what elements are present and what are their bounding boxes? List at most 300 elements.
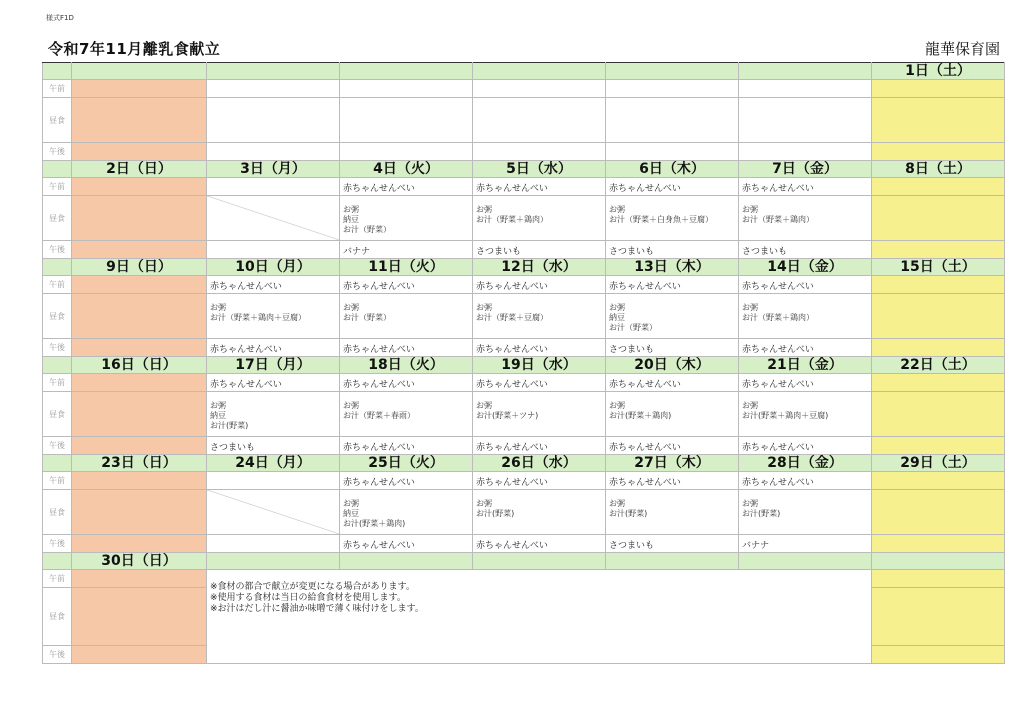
- date-label: [473, 553, 606, 570]
- date-label: 5日（水）: [473, 161, 606, 178]
- date-label: 6日（木）: [606, 161, 739, 178]
- snack-cell: [739, 437, 872, 455]
- row-label-pm: 午後: [43, 339, 72, 357]
- snack-cell: [739, 178, 872, 196]
- snack-item: 赤ちゃんせんべい: [476, 345, 548, 355]
- menu-item: お汁(野菜＋鶏肉): [343, 519, 406, 528]
- snack-item: [72, 535, 206, 538]
- note-line: ※お汁はだし汁に醤油か味噌で薄く味付けをします。: [210, 604, 424, 614]
- date-label: 26日（水）: [473, 455, 606, 472]
- snack-cell: [473, 80, 606, 98]
- menu-item: お汁（野菜）: [343, 313, 391, 322]
- menu-item: お汁（野菜＋鶏肉＋豆腐）: [210, 313, 306, 322]
- menu-item: お粥: [476, 401, 492, 410]
- snack-item: [473, 80, 605, 83]
- snack-cell: [739, 472, 872, 490]
- lunch-cell: [72, 392, 207, 437]
- snack-cell: [72, 339, 207, 357]
- snack-cell: [473, 437, 606, 455]
- snack-cell: [606, 143, 739, 161]
- lunch-menu: [739, 392, 871, 421]
- lunch-menu: [340, 294, 472, 323]
- am-row: [43, 80, 1005, 98]
- lunch-cell: [739, 294, 872, 339]
- lunch-row: [43, 98, 1005, 143]
- week-header-row: [43, 357, 1005, 374]
- am-row: [43, 472, 1005, 490]
- header-corner: [43, 553, 72, 570]
- row-label-am: 午前: [43, 374, 72, 392]
- row-label-am: 午前: [43, 276, 72, 294]
- lunch-menu: [606, 196, 738, 225]
- menu-item: お粥: [609, 499, 625, 508]
- am-row: [43, 570, 1005, 588]
- lunch-cell: [606, 294, 739, 339]
- menu-item: お粥: [476, 205, 492, 214]
- date-label: 10日（月）: [207, 259, 340, 276]
- menu-item: お粥: [210, 303, 226, 312]
- snack-item: 赤ちゃんせんべい: [476, 478, 548, 488]
- row-label-pm: 午後: [43, 241, 72, 259]
- snack-cell: [207, 339, 340, 357]
- lunch-menu: [340, 490, 472, 529]
- snack-item: さつまいも: [742, 247, 788, 257]
- snack-item: 赤ちゃんせんべい: [609, 184, 681, 194]
- snack-item: [207, 535, 339, 538]
- snack-cell: [606, 437, 739, 455]
- sunday-cell: [72, 646, 207, 664]
- lunch-menu: [72, 490, 206, 499]
- menu-item: お粥: [742, 303, 758, 312]
- date-label: 16日（日）: [72, 357, 207, 374]
- snack-item: [207, 241, 339, 244]
- date-label: 22日（土）: [872, 357, 1005, 374]
- date-label: 23日（日）: [72, 455, 207, 472]
- snack-cell: [207, 80, 340, 98]
- date-label: 4日（火）: [340, 161, 473, 178]
- snack-item: 赤ちゃんせんべい: [343, 380, 415, 390]
- lunch-cell: [207, 294, 340, 339]
- snack-item: [739, 143, 871, 146]
- date-label: 25日（火）: [340, 455, 473, 472]
- lunch-menu: [872, 98, 1004, 107]
- snack-cell: [473, 472, 606, 490]
- snack-item: さつまいも: [210, 443, 256, 453]
- saturday-cell: [872, 570, 1005, 588]
- date-label: 8日（土）: [872, 161, 1005, 178]
- date-label: [872, 553, 1005, 570]
- date-label: 3日（月）: [207, 161, 340, 178]
- snack-item: 赤ちゃんせんべい: [742, 443, 814, 453]
- date-label: 2日（日）: [72, 161, 207, 178]
- snack-cell: [473, 276, 606, 294]
- snack-item: 赤ちゃんせんべい: [343, 282, 415, 292]
- date-label: [207, 63, 340, 80]
- snack-item: [72, 437, 206, 440]
- date-label: [340, 63, 473, 80]
- menu-item: 納豆: [343, 509, 359, 518]
- row-label-lunch: 昼食: [43, 294, 72, 339]
- snack-cell: [72, 535, 207, 553]
- header-corner: [43, 357, 72, 374]
- sunday-cell: [72, 588, 207, 646]
- date-label: 28日（金）: [739, 455, 872, 472]
- lunch-cell: [72, 294, 207, 339]
- menu-item: 納豆: [210, 411, 226, 420]
- snack-item: 赤ちゃんせんべい: [343, 541, 415, 551]
- menu-item: お粥: [476, 303, 492, 312]
- lunch-cell: [340, 490, 473, 535]
- snack-cell: [473, 339, 606, 357]
- lunch-cell: [739, 490, 872, 535]
- snack-cell: [207, 437, 340, 455]
- snack-item: [207, 178, 339, 181]
- lunch-menu: [207, 294, 339, 323]
- lunch-menu: [606, 98, 738, 107]
- header-corner: [43, 259, 72, 276]
- snack-cell: [872, 276, 1005, 294]
- snack-cell: [473, 535, 606, 553]
- snack-item: 赤ちゃんせんべい: [343, 345, 415, 355]
- menu-item: お汁（野菜＋鶏肉）: [742, 215, 814, 224]
- snack-cell: [340, 374, 473, 392]
- snack-item: [872, 472, 1004, 475]
- snack-item: 赤ちゃんせんべい: [476, 380, 548, 390]
- snack-item: [872, 241, 1004, 244]
- lunch-cell: [872, 490, 1005, 535]
- menu-item: お粥: [609, 205, 625, 214]
- menu-item: 納豆: [343, 215, 359, 224]
- menu-item: お粥: [742, 205, 758, 214]
- date-label: 12日（水）: [473, 259, 606, 276]
- snack-item: さつまいも: [609, 541, 655, 551]
- snack-cell: [872, 339, 1005, 357]
- lunch-cell: [72, 196, 207, 241]
- menu-item: お汁（野菜＋春雨）: [343, 411, 415, 420]
- snack-cell: [473, 178, 606, 196]
- menu-item: お粥: [343, 499, 359, 508]
- snack-cell: [872, 143, 1005, 161]
- header-corner: [43, 161, 72, 178]
- snack-cell: [207, 276, 340, 294]
- lunch-cell: [872, 196, 1005, 241]
- date-label: 1日（土）: [872, 63, 1005, 80]
- lunch-menu: [739, 490, 871, 519]
- date-label: 19日（水）: [473, 357, 606, 374]
- lunch-menu: [872, 196, 1004, 205]
- row-label-lunch: 昼食: [43, 588, 72, 646]
- snack-cell: [606, 276, 739, 294]
- snack-item: [872, 437, 1004, 440]
- snack-cell: [606, 241, 739, 259]
- snack-item: [606, 143, 738, 146]
- menu-item: お汁（野菜）: [343, 225, 391, 234]
- menu-calendar: [42, 62, 1005, 664]
- lunch-menu: [72, 392, 206, 401]
- pm-row: [43, 437, 1005, 455]
- lunch-menu: [207, 196, 339, 205]
- snack-cell: [473, 374, 606, 392]
- pm-row: [43, 535, 1005, 553]
- snack-cell: [872, 437, 1005, 455]
- snack-cell: [739, 276, 872, 294]
- lunch-row: [43, 196, 1005, 241]
- lunch-menu: [207, 490, 339, 499]
- snack-item: [872, 80, 1004, 83]
- lunch-menu: [739, 98, 871, 107]
- row-label-pm: 午後: [43, 535, 72, 553]
- menu-item: お粥: [742, 401, 758, 410]
- snack-item: バナナ: [343, 247, 371, 257]
- snack-cell: [340, 143, 473, 161]
- snack-cell: [72, 80, 207, 98]
- snack-item: さつまいも: [476, 247, 522, 257]
- pm-row: [43, 241, 1005, 259]
- snack-item: 赤ちゃんせんべい: [210, 380, 282, 390]
- organization-name: 龍華保育園: [924, 40, 1000, 58]
- notes-box: [207, 570, 872, 664]
- snack-item: 赤ちゃんせんべい: [476, 541, 548, 551]
- snack-item: [72, 374, 206, 377]
- date-label: 18日（火）: [340, 357, 473, 374]
- snack-item: 赤ちゃんせんべい: [609, 443, 681, 453]
- menu-item: お汁(野菜): [609, 509, 648, 518]
- week-header-row: [43, 553, 1005, 570]
- snack-cell: [207, 472, 340, 490]
- note-line: ※食材の都合で献立が変更になる場合があります。: [210, 582, 415, 592]
- menu-item: お粥: [343, 401, 359, 410]
- date-label: 24日（月）: [207, 455, 340, 472]
- lunch-cell: [340, 98, 473, 143]
- snack-cell: [739, 374, 872, 392]
- row-label-am: 午前: [43, 80, 72, 98]
- snack-item: [872, 535, 1004, 538]
- snack-item: [340, 80, 472, 83]
- snack-cell: [739, 535, 872, 553]
- lunch-menu: [473, 294, 605, 323]
- row-label-pm: 午後: [43, 437, 72, 455]
- menu-item: お粥: [742, 499, 758, 508]
- lunch-menu: [207, 392, 339, 431]
- lunch-cell: [739, 392, 872, 437]
- header-corner: [43, 455, 72, 472]
- menu-item: お汁（野菜＋鶏肉）: [476, 215, 548, 224]
- date-label: [739, 553, 872, 570]
- lunch-cell: [72, 98, 207, 143]
- snack-item: [340, 143, 472, 146]
- snack-cell: [473, 241, 606, 259]
- am-row: [43, 374, 1005, 392]
- am-row: [43, 276, 1005, 294]
- date-label: 30日（日）: [72, 553, 207, 570]
- date-label: [473, 63, 606, 80]
- date-label: 17日（月）: [207, 357, 340, 374]
- snack-cell: [207, 143, 340, 161]
- date-label: [207, 553, 340, 570]
- snack-cell: [340, 178, 473, 196]
- lunch-cell: [872, 294, 1005, 339]
- snack-cell: [606, 178, 739, 196]
- pm-row: [43, 339, 1005, 357]
- lunch-cell: [207, 196, 340, 241]
- row-label-am: 午前: [43, 472, 72, 490]
- calendar-body: [43, 63, 1005, 664]
- snack-cell: [207, 178, 340, 196]
- snack-item: 赤ちゃんせんべい: [210, 345, 282, 355]
- lunch-cell: [207, 490, 340, 535]
- snack-item: [872, 143, 1004, 146]
- date-label: 14日（金）: [739, 259, 872, 276]
- snack-cell: [872, 374, 1005, 392]
- lunch-menu: [340, 196, 472, 235]
- menu-item: お汁(野菜＋ツナ): [476, 411, 539, 420]
- menu-item: お粥: [343, 205, 359, 214]
- lunch-menu: [207, 98, 339, 107]
- lunch-row: [43, 490, 1005, 535]
- lunch-cell: [207, 98, 340, 143]
- snack-cell: [872, 472, 1005, 490]
- menu-item: お粥: [210, 401, 226, 410]
- snack-item: 赤ちゃんせんべい: [609, 478, 681, 488]
- menu-item: お汁(野菜＋鶏肉): [609, 411, 672, 420]
- snack-cell: [606, 80, 739, 98]
- date-label: [739, 63, 872, 80]
- row-label-am: 午前: [43, 570, 72, 588]
- page-title: 令和7年11月離乳食献立: [48, 40, 221, 58]
- snack-cell: [72, 437, 207, 455]
- header-corner: [43, 63, 72, 80]
- lunch-cell: [606, 392, 739, 437]
- date-label: 20日（木）: [606, 357, 739, 374]
- lunch-cell: [872, 98, 1005, 143]
- snack-item: [739, 80, 871, 83]
- date-label: [606, 63, 739, 80]
- lunch-menu: [606, 392, 738, 421]
- menu-item: お汁(野菜): [476, 509, 515, 518]
- snack-item: 赤ちゃんせんべい: [609, 380, 681, 390]
- menu-item: お汁（野菜＋白身魚＋豆腐）: [609, 215, 713, 224]
- snack-item: さつまいも: [609, 247, 655, 257]
- snack-cell: [739, 339, 872, 357]
- snack-cell: [739, 80, 872, 98]
- date-label: 27日（木）: [606, 455, 739, 472]
- am-row: [43, 178, 1005, 196]
- snack-item: [207, 472, 339, 475]
- snack-item: [473, 143, 605, 146]
- lunch-cell: [606, 196, 739, 241]
- row-label-lunch: 昼食: [43, 98, 72, 143]
- date-label: [606, 553, 739, 570]
- snack-item: [72, 339, 206, 342]
- snack-cell: [872, 535, 1005, 553]
- snack-item: [207, 80, 339, 83]
- snack-item: [72, 276, 206, 279]
- snack-cell: [72, 472, 207, 490]
- date-label: 15日（土）: [872, 259, 1005, 276]
- lunch-cell: [872, 392, 1005, 437]
- snack-cell: [340, 276, 473, 294]
- row-label-am: 午前: [43, 178, 72, 196]
- lunch-cell: [739, 98, 872, 143]
- snack-item: [872, 374, 1004, 377]
- lunch-cell: [473, 490, 606, 535]
- snack-cell: [72, 178, 207, 196]
- snack-cell: [739, 241, 872, 259]
- lunch-cell: [340, 294, 473, 339]
- menu-item: お汁(野菜): [210, 421, 249, 430]
- lunch-menu: [473, 392, 605, 421]
- week-header-row: [43, 63, 1005, 80]
- snack-cell: [606, 339, 739, 357]
- snack-item: [72, 178, 206, 181]
- date-label: 7日（金）: [739, 161, 872, 178]
- lunch-menu: [340, 392, 472, 421]
- lunch-menu: [606, 490, 738, 519]
- week-header-row: [43, 259, 1005, 276]
- lunch-row: [43, 294, 1005, 339]
- snack-cell: [72, 276, 207, 294]
- date-label: [72, 63, 207, 80]
- snack-cell: [207, 374, 340, 392]
- snack-item: [872, 276, 1004, 279]
- snack-item: [72, 80, 206, 83]
- lunch-menu: [739, 196, 871, 225]
- snack-item: 赤ちゃんせんべい: [343, 184, 415, 194]
- saturday-cell: [872, 588, 1005, 646]
- snack-item: [72, 472, 206, 475]
- snack-item: [72, 241, 206, 244]
- snack-item: 赤ちゃんせんべい: [343, 478, 415, 488]
- date-label: 29日（土）: [872, 455, 1005, 472]
- snack-item: 赤ちゃんせんべい: [742, 380, 814, 390]
- lunch-menu: [872, 392, 1004, 401]
- snack-item: 赤ちゃんせんべい: [210, 282, 282, 292]
- snack-cell: [340, 437, 473, 455]
- form-number: 様式F1D: [46, 14, 74, 22]
- snack-cell: [606, 472, 739, 490]
- lunch-menu: [340, 98, 472, 107]
- snack-cell: [606, 535, 739, 553]
- snack-item: 赤ちゃんせんべい: [742, 184, 814, 194]
- week-header-row: [43, 455, 1005, 472]
- row-label-lunch: 昼食: [43, 392, 72, 437]
- lunch-cell: [606, 98, 739, 143]
- date-label: 11日（火）: [340, 259, 473, 276]
- lunch-cell: [72, 490, 207, 535]
- snack-item: 赤ちゃんせんべい: [476, 184, 548, 194]
- lunch-menu: [739, 294, 871, 323]
- lunch-cell: [473, 98, 606, 143]
- lunch-cell: [473, 392, 606, 437]
- date-label: 13日（木）: [606, 259, 739, 276]
- snack-item: 赤ちゃんせんべい: [476, 443, 548, 453]
- snack-item: 赤ちゃんせんべい: [476, 282, 548, 292]
- lunch-cell: [340, 196, 473, 241]
- snack-cell: [739, 143, 872, 161]
- lunch-cell: [739, 196, 872, 241]
- lunch-menu: [72, 294, 206, 303]
- lunch-row: [43, 392, 1005, 437]
- sunday-cell: [72, 570, 207, 588]
- menu-item: 納豆: [609, 313, 625, 322]
- snack-item: [872, 339, 1004, 342]
- menu-item: お粥: [609, 401, 625, 410]
- row-label-lunch: 昼食: [43, 490, 72, 535]
- snack-cell: [72, 143, 207, 161]
- row-label-pm: 午後: [43, 143, 72, 161]
- lunch-menu: [872, 294, 1004, 303]
- lunch-menu: [473, 196, 605, 225]
